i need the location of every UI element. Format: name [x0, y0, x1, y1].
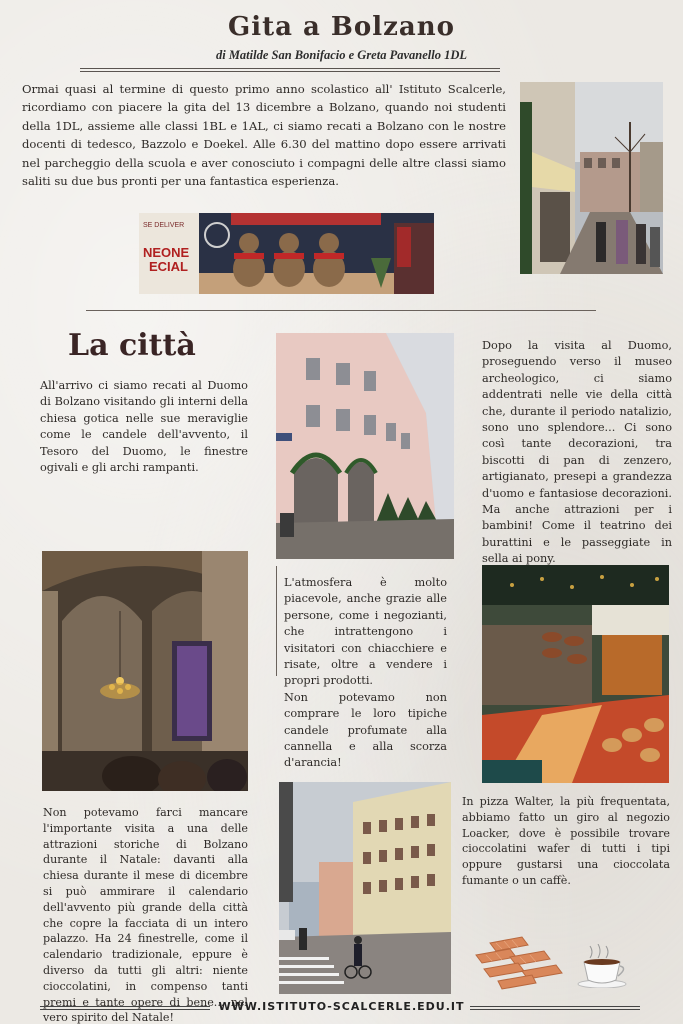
- wafer-icon: [474, 935, 570, 991]
- piazza-photo: [279, 782, 451, 994]
- duomo-interior-photo: [42, 551, 248, 791]
- intro-paragraph: Ormai quasi al termine di questo primo anno scolastico all' Istituto Scalcerle, ricordiamo con piacere la gita del 13 dicembre a Bolzano, quando noi studenti della 1DL, assieme alle classi 1BL e 1AL, ci siamo recati a Bolzano con le nostre docenti di tedesco, Bazzolo e Doekel. Alle 6.30 del mattino dopo essere arrivati nel parcheggio della scuola e aver conosciuto i compagni delle altre classi siamo saliti su due bus pronti per una fantastica esperienza.: [22, 82, 506, 189]
- paragraph-atmosphere: [284, 575, 447, 772]
- paragraph-duomo: All'arrivo ci siamo recati al Duomo di Bolzano visitando gli interni della chiesa gotica nelle sue meraviglie come le candele dell'avvento, il Tesoro del Duomo, le finestre ogivali e gli archi rampanti.: [40, 379, 248, 475]
- footer-url: WWW.ISTITUTO-SCALCERLE.EDU.IT: [218, 1000, 465, 1013]
- divider: [80, 71, 500, 72]
- paragraph-atmosphere-text: L'atmosfera è molto piacevole, anche grazie alle persone, come i negozianti, che intrattengono i visitatori con chiacchiere e risate, oltre a vendere i propri prodotti.: [284, 576, 447, 688]
- sign-text: SE DELIVER: [143, 222, 185, 229]
- section-heading: La città: [68, 328, 196, 363]
- coffee-cup-icon: [576, 944, 628, 988]
- paragraph-advent-calendar: Non potevamo farci mancare l'importante visita a una delle attrazioni storiche di Bolzano durante il Natale: davanti alla chiesa durante il mese di dicembre si può ammirare il calendario dell'avvento più grande della città che copre la facciata di un intero palazzo. Ha 24 finestrelle, come il calendario tradizionale, eppure è diverso da tutti gli altri: niente cioccolatini, in compenso tanti premi e tante opere di bene... nel vero spirito del Natale!: [43, 806, 248, 1024]
- market-stall-photo: [482, 565, 669, 783]
- paragraph-loacker: In pizza Walter, la più frequentata, abbiamo fatto un giro al negozio Loacker, dove è possibile trovare cioccolatini wafer di tutti i tipi oppure gustarsi una cioccolata fumante o un caffè.: [462, 795, 670, 887]
- sign-text: ECIAL: [149, 259, 188, 274]
- divider: [80, 68, 500, 69]
- market-bears-photo: [139, 213, 434, 294]
- page-title: Gita a Bolzano: [228, 12, 455, 42]
- column-divider: [276, 566, 277, 676]
- paragraph-streets: Dopo la visita al Duomo, proseguendo verso il museo archeologico, ci siamo addentrati nelle vie della città che, durante il periodo natalizio, sono uno splendore... Ci sono così tante decorazioni, tra biscotti di pan di zenzero, artigianato, presepi a grandezza d'uomo e fantasiose decorazioni. Ma anche attrazioni per i bambini! Come il teatrino dei burattini e le passeggiate in sella ai pony.: [482, 339, 672, 566]
- section-divider: [86, 310, 596, 311]
- paragraph-candles-text: Non potevamo non comprare le loro tipiche candele profumate alla cannella e alla scorza d'arancia!: [284, 690, 447, 770]
- sign-text: NEONE: [143, 245, 190, 260]
- byline: di Matilde San Bonifacio e Greta Pavanello 1DL: [215, 48, 468, 62]
- street-photo: [520, 82, 663, 274]
- building-photo: [276, 333, 454, 559]
